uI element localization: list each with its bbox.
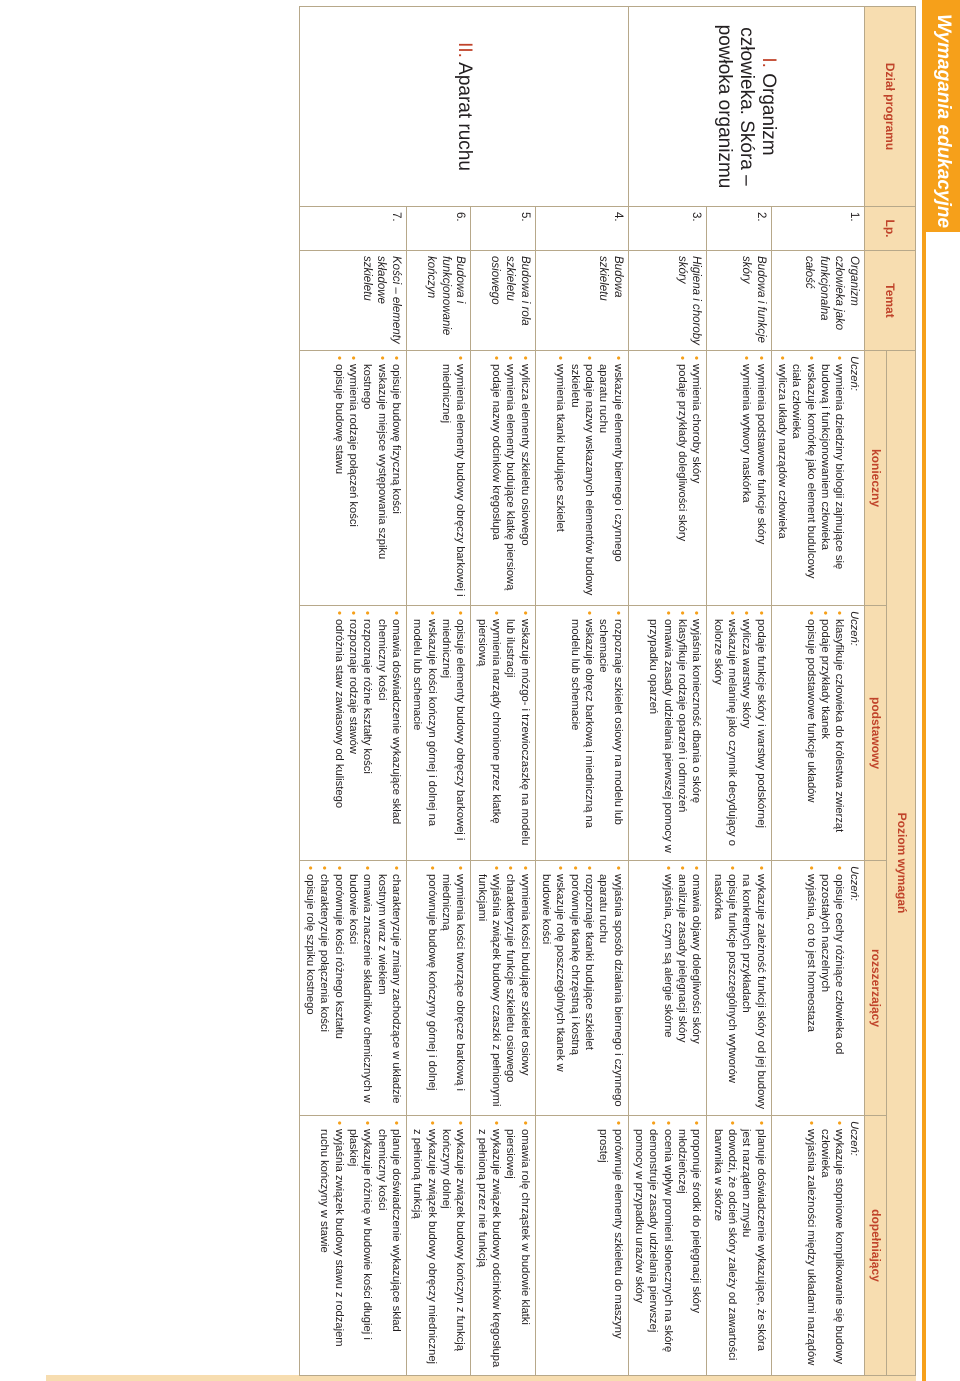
requirement-item: • rozpoznaje rodzaje stawów bbox=[346, 611, 360, 855]
row-number: 1. bbox=[771, 207, 864, 251]
requirement-item: • wymienia choroby skóry bbox=[689, 356, 703, 600]
requirement-list bbox=[331, 356, 403, 600]
row-topic: Kości – elementy składowe szkieletu bbox=[299, 251, 406, 351]
requirement-item: • porównuje elementy szkieletu do maszyny prostej bbox=[596, 1121, 625, 1370]
row-number: 6. bbox=[407, 207, 471, 251]
requirement-item: • wyjaśnia, co to jest homeostaza bbox=[803, 866, 817, 1110]
requirement-list bbox=[710, 611, 767, 855]
requirement-item: • opisuje funkcje poszczególnych wytworów naskórka bbox=[710, 866, 739, 1110]
requirement-cell-dopelniajacy bbox=[628, 1116, 707, 1376]
requirement-cell-rozszerzajacy bbox=[299, 861, 406, 1116]
requirement-list bbox=[710, 1121, 767, 1370]
requirement-list bbox=[675, 356, 704, 600]
requirement-item: • opisuje elementy budowy obręczy barkowej i miednicznej bbox=[439, 611, 468, 855]
requirement-cell-dopelniajacy bbox=[299, 1116, 406, 1376]
uczen-label: Uczeń: bbox=[847, 1121, 860, 1156]
requirement-item: • ocenia wpływ promieni słonecznych na skórę bbox=[660, 1121, 674, 1370]
row-topic: Higiena i choroby skóry bbox=[628, 251, 707, 351]
requirement-item: • wyjaśnia związek budowy stawu z rodzajem ruchu kończyny w stawie bbox=[317, 1121, 346, 1370]
requirement-list bbox=[803, 611, 846, 855]
requirement-item: • porównuje tkankę chrzęstną i kostną bbox=[567, 866, 581, 1110]
requirement-cell-dopelniajacy bbox=[407, 1116, 471, 1376]
requirement-item: • wyjaśnia konieczność dbania o skórę bbox=[689, 611, 703, 855]
requirement-item: • planuje doświadczenie wykazujące, że skóra jest narządem zmysłu bbox=[739, 1121, 768, 1370]
header-podstawowy: podstawowy bbox=[864, 606, 886, 861]
requirement-cell-dopelniajacy bbox=[535, 1116, 628, 1376]
requirement-item: • wymienia elementy budowy obręczy barkowej i miednicznej bbox=[439, 356, 468, 600]
requirement-list bbox=[539, 866, 625, 1110]
requirement-item: • demonstruje zasady udzielania pierwszej pomocy w przypadku urazów skóry bbox=[632, 1121, 661, 1370]
requirement-item: • wylicza warstwy skóry bbox=[739, 611, 753, 855]
requirement-cell-rozszerzajacy bbox=[771, 861, 864, 1116]
requirement-cell-podstawowy bbox=[299, 606, 406, 861]
row-topic: Budowa szkieletu bbox=[535, 251, 628, 351]
row-number: 5. bbox=[471, 207, 535, 251]
requirement-item: • wykazuje związek budowy kończyn z funkcją kończyny dolnej bbox=[439, 1121, 468, 1370]
requirement-list bbox=[424, 866, 467, 1110]
requirement-item: • wymienia rodzaje połączeń kości bbox=[346, 356, 360, 600]
requirement-item: • wymienia kości budujące szkielet osiowy bbox=[517, 866, 531, 1110]
table-row bbox=[471, 7, 535, 1376]
row-topic: Organizm człowieka jako funkcjonalna całość bbox=[771, 251, 864, 351]
requirement-item: • wykazuje zależność funkcji skóry od jej budowy na konkretnych przykładach bbox=[739, 866, 768, 1110]
requirement-cell-dopelniajacy bbox=[707, 1116, 771, 1376]
requirement-list bbox=[303, 866, 403, 1110]
requirement-list bbox=[710, 866, 767, 1110]
table-row bbox=[628, 7, 707, 1376]
requirement-list bbox=[439, 356, 468, 600]
requirement-list bbox=[474, 611, 531, 855]
requirement-cell-dopelniajacy bbox=[471, 1116, 535, 1376]
requirement-item: • charakteryzuje funkcje szkieletu osiowego bbox=[503, 866, 517, 1110]
requirement-list bbox=[567, 611, 624, 855]
requirement-item: • wyjaśnia związek budowy czaszki z pełnionymi funkcjami bbox=[474, 866, 503, 1110]
requirement-item: • analizuje zasady pielęgnacji skóry bbox=[675, 866, 689, 1110]
table-row bbox=[299, 7, 406, 1376]
requirement-list bbox=[410, 611, 467, 855]
requirement-cell-rozszerzajacy bbox=[535, 861, 628, 1116]
requirement-cell-rozszerzajacy bbox=[628, 861, 707, 1116]
requirement-cell-konieczny bbox=[471, 351, 535, 606]
section-name bbox=[628, 7, 864, 207]
requirement-item: • wylicza elementy szkieletu osiowego bbox=[517, 356, 531, 600]
requirement-item: • wymienia kości tworzące obręcze barkową i miedniczną bbox=[439, 866, 468, 1110]
requirement-cell-konieczny bbox=[771, 351, 864, 606]
requirement-item: • opisuje cechy różniące człowieka od pozostałych naczelnych bbox=[818, 866, 847, 1110]
row-topic: Budowa i funkcjonowanie kończyn bbox=[407, 251, 471, 351]
header-lp: Lp. bbox=[864, 207, 915, 251]
requirement-list bbox=[331, 611, 403, 855]
requirement-item: • wymienia tkanki budujące szkielet bbox=[553, 356, 567, 600]
requirement-item: • podaje przykłady tkanek bbox=[818, 611, 832, 855]
requirement-item: • rozpoznaje szkielet osiowy na modelu lub schemacie bbox=[596, 611, 625, 855]
requirement-item: • wskazuje miejsce występowania szpiku kostnego bbox=[360, 356, 389, 600]
requirement-item: • wskazuje kości kończyn górnej i dolnej na modelu lub schemacie bbox=[410, 611, 439, 855]
table-row bbox=[771, 7, 864, 1376]
requirement-item: • wykazuje związek budowy obręczy miednicznej z pełnioną funkcją bbox=[410, 1121, 439, 1370]
requirement-item: • omawia zasady udzielania pierwszej pomocy w przypadku oparzeń bbox=[646, 611, 675, 855]
requirement-cell-rozszerzajacy bbox=[707, 861, 771, 1116]
title-stripe bbox=[922, 0, 926, 1381]
requirement-item: • wykazuje związek budowy odcinków kręgosłupa z pełnioną przez nie funkcją bbox=[474, 1121, 503, 1370]
requirement-item: • porównuje kości różnego kształtu bbox=[331, 866, 345, 1110]
requirement-item: • opisuje budowę stawu bbox=[331, 356, 345, 600]
requirement-item: • rozpoznaje różne kształty kości bbox=[360, 611, 374, 855]
requirement-item: • podaje funkcje skóry i warstwy podskórnej bbox=[753, 611, 767, 855]
requirement-item: • klasyfikuje człowieka do królestwa zwierząt bbox=[832, 611, 846, 855]
requirement-item: • omawia znaczenie składników chemicznych w budowie kości bbox=[346, 866, 375, 1110]
requirement-cell-konieczny bbox=[628, 351, 707, 606]
table-row bbox=[707, 7, 771, 1376]
requirement-list bbox=[775, 356, 847, 600]
requirement-item: • odróżnia staw zawiasowy od kulistego bbox=[331, 611, 345, 855]
section-name bbox=[299, 7, 628, 207]
row-number: 7. bbox=[299, 207, 406, 251]
requirement-item: • charakteryzuje zmiany zachodzące w układzie kostnym wraz z wiekiem bbox=[374, 866, 403, 1110]
requirement-item: • charakteryzuje połączenia kości bbox=[317, 866, 331, 1110]
requirement-list bbox=[474, 866, 531, 1110]
row-number: 4. bbox=[535, 207, 628, 251]
requirement-item: • podaje nazwy wskazanych elementów budowy szkieletu bbox=[567, 356, 596, 600]
requirement-list bbox=[803, 866, 846, 1110]
requirement-cell-podstawowy bbox=[535, 606, 628, 861]
section-number: II. bbox=[453, 42, 475, 63]
requirement-list bbox=[410, 1121, 467, 1370]
requirement-item: • wskazuje obręcz barkową i miedniczną na modelu lub schemacie bbox=[567, 611, 596, 855]
requirement-list bbox=[474, 1121, 531, 1370]
requirement-cell-podstawowy bbox=[707, 606, 771, 861]
requirement-list bbox=[739, 356, 768, 600]
header-rozszerzajacy: rozszerzający bbox=[864, 861, 886, 1116]
section-title: Organizm człowieka. Skóra – powłoka organizmu bbox=[714, 24, 779, 189]
requirement-cell-podstawowy bbox=[771, 606, 864, 861]
section-title: Aparat ruchu bbox=[453, 62, 475, 171]
requirement-item: • omawia rolę chrząstek w budowie klatki piersiowej bbox=[503, 1121, 532, 1370]
requirement-list bbox=[660, 866, 703, 1110]
requirement-item: • rozpoznaje tkanki budujące szkielet bbox=[582, 866, 596, 1110]
row-topic: Budowa i funkcje skóry bbox=[707, 251, 771, 351]
requirement-list bbox=[553, 356, 625, 600]
requirement-item: • podaje nazwy odcinków kręgosłupa bbox=[489, 356, 503, 600]
requirement-list bbox=[646, 611, 703, 855]
requirement-item: • planuje doświadczenie wykazujące skład chemiczny kości bbox=[374, 1121, 403, 1370]
requirement-list bbox=[596, 1121, 625, 1370]
row-number: 3. bbox=[628, 207, 707, 251]
requirement-item: • wskazuje elementy biernego i czynnego aparatu ruchu bbox=[596, 356, 625, 600]
requirement-cell-rozszerzajacy bbox=[471, 861, 535, 1116]
header-dopelniajacy: dopełniający bbox=[864, 1116, 886, 1376]
requirements-table bbox=[299, 6, 916, 1376]
requirement-item: • opisuje budowę fizyczną kości bbox=[389, 356, 403, 600]
requirement-item: • wyjaśnia zależności między układami narządów bbox=[803, 1121, 817, 1370]
requirement-item: • wymienia wytwory naskórka bbox=[739, 356, 753, 600]
requirement-cell-rozszerzajacy bbox=[407, 861, 471, 1116]
requirement-item: • wyjaśnia sposób działania biernego i czynnego aparatu ruchu bbox=[596, 866, 625, 1110]
requirement-cell-podstawowy bbox=[628, 606, 707, 861]
requirement-cell-konieczny bbox=[535, 351, 628, 606]
table-row bbox=[535, 7, 628, 1376]
requirement-item: • wykazuje różnicę w budowie kości długiej i płaskiej bbox=[346, 1121, 375, 1370]
requirement-item: • wskazuje mózgo- i trzewioczaszkę na modelu lub ilustracji bbox=[503, 611, 532, 855]
requirement-list bbox=[803, 1121, 846, 1370]
requirement-list bbox=[489, 356, 532, 600]
uczen-label: Uczeń: bbox=[847, 356, 860, 391]
page-title: Wymagania edukacyjne bbox=[926, 0, 960, 232]
requirement-item: • wymienia narządy chronione przez klatkę piersiową bbox=[474, 611, 503, 855]
table-row bbox=[407, 7, 471, 1376]
header-poziom: Poziom wymagań bbox=[887, 351, 916, 1376]
uczen-label: Uczeń: bbox=[847, 866, 860, 901]
requirement-item: • wskazuje komórkę jako element budulcowy ciała człowieka bbox=[789, 356, 818, 600]
section-number: I. bbox=[757, 57, 779, 74]
requirement-list bbox=[632, 1121, 704, 1370]
requirement-item: • omawia objawy dolegliwości skóry bbox=[689, 866, 703, 1110]
requirement-list bbox=[317, 1121, 403, 1370]
header-dzial: Dział programu bbox=[864, 7, 915, 207]
requirement-item: • wskazuje rolę poszczególnych tkanek w budowie kości bbox=[539, 866, 568, 1110]
header-konieczny: konieczny bbox=[864, 351, 886, 606]
header-row-top bbox=[887, 7, 916, 1376]
header-temat: Temat bbox=[864, 251, 915, 351]
requirement-item: • klasyfikuje rodzaje oparzeń i odmrożeń bbox=[675, 611, 689, 855]
requirement-cell-podstawowy bbox=[471, 606, 535, 861]
uczen-label: Uczeń: bbox=[847, 611, 860, 646]
requirement-item: • opisuje rolę szpiku kostnego bbox=[303, 866, 317, 1110]
requirement-item: • wymienia elementy budujące klatkę piersiową bbox=[503, 356, 517, 600]
row-number: 2. bbox=[707, 207, 771, 251]
requirement-item: • wylicza układy narządów człowieka bbox=[775, 356, 789, 600]
requirement-item: • proponuje środki do pielęgnacji skóry młodzieńczej bbox=[675, 1121, 704, 1370]
requirement-cell-konieczny bbox=[407, 351, 471, 606]
requirement-item: • wymienia podstawowe funkcje skóry bbox=[753, 356, 767, 600]
table-body bbox=[299, 7, 864, 1376]
requirement-item: • porównuje budowę kończyny górnej i dolnej bbox=[424, 866, 438, 1110]
requirement-item: • wskazuje melaninę jako czynnik decydujący o kolorze skóry bbox=[710, 611, 739, 855]
requirement-item: • podaje przykłady dolegliwości skóry bbox=[675, 356, 689, 600]
requirement-item: • dowodzi, że odcień skóry zależy od zawartości barwnika w skórze bbox=[710, 1121, 739, 1370]
requirement-cell-dopelniajacy bbox=[771, 1116, 864, 1376]
requirement-cell-konieczny bbox=[299, 351, 406, 606]
requirement-item: • wykazuje stopniowe komplikowanie się budowy człowieka bbox=[818, 1121, 847, 1370]
requirement-item: • wymienia dziedziny biologii zajmujące się budową i funkcjonowaniem człowieka bbox=[818, 356, 847, 600]
requirement-item: • omawia doświadczenie wykazujące skład chemiczny kości bbox=[374, 611, 403, 855]
requirement-item: • opisuje podstawowe funkcje układów bbox=[803, 611, 817, 855]
requirement-cell-podstawowy bbox=[407, 606, 471, 861]
requirement-cell-konieczny bbox=[707, 351, 771, 606]
requirement-item: • wyjaśnia, czym są alergie skórne bbox=[660, 866, 674, 1110]
row-topic: Budowa i rola szkieletu osiowego bbox=[471, 251, 535, 351]
